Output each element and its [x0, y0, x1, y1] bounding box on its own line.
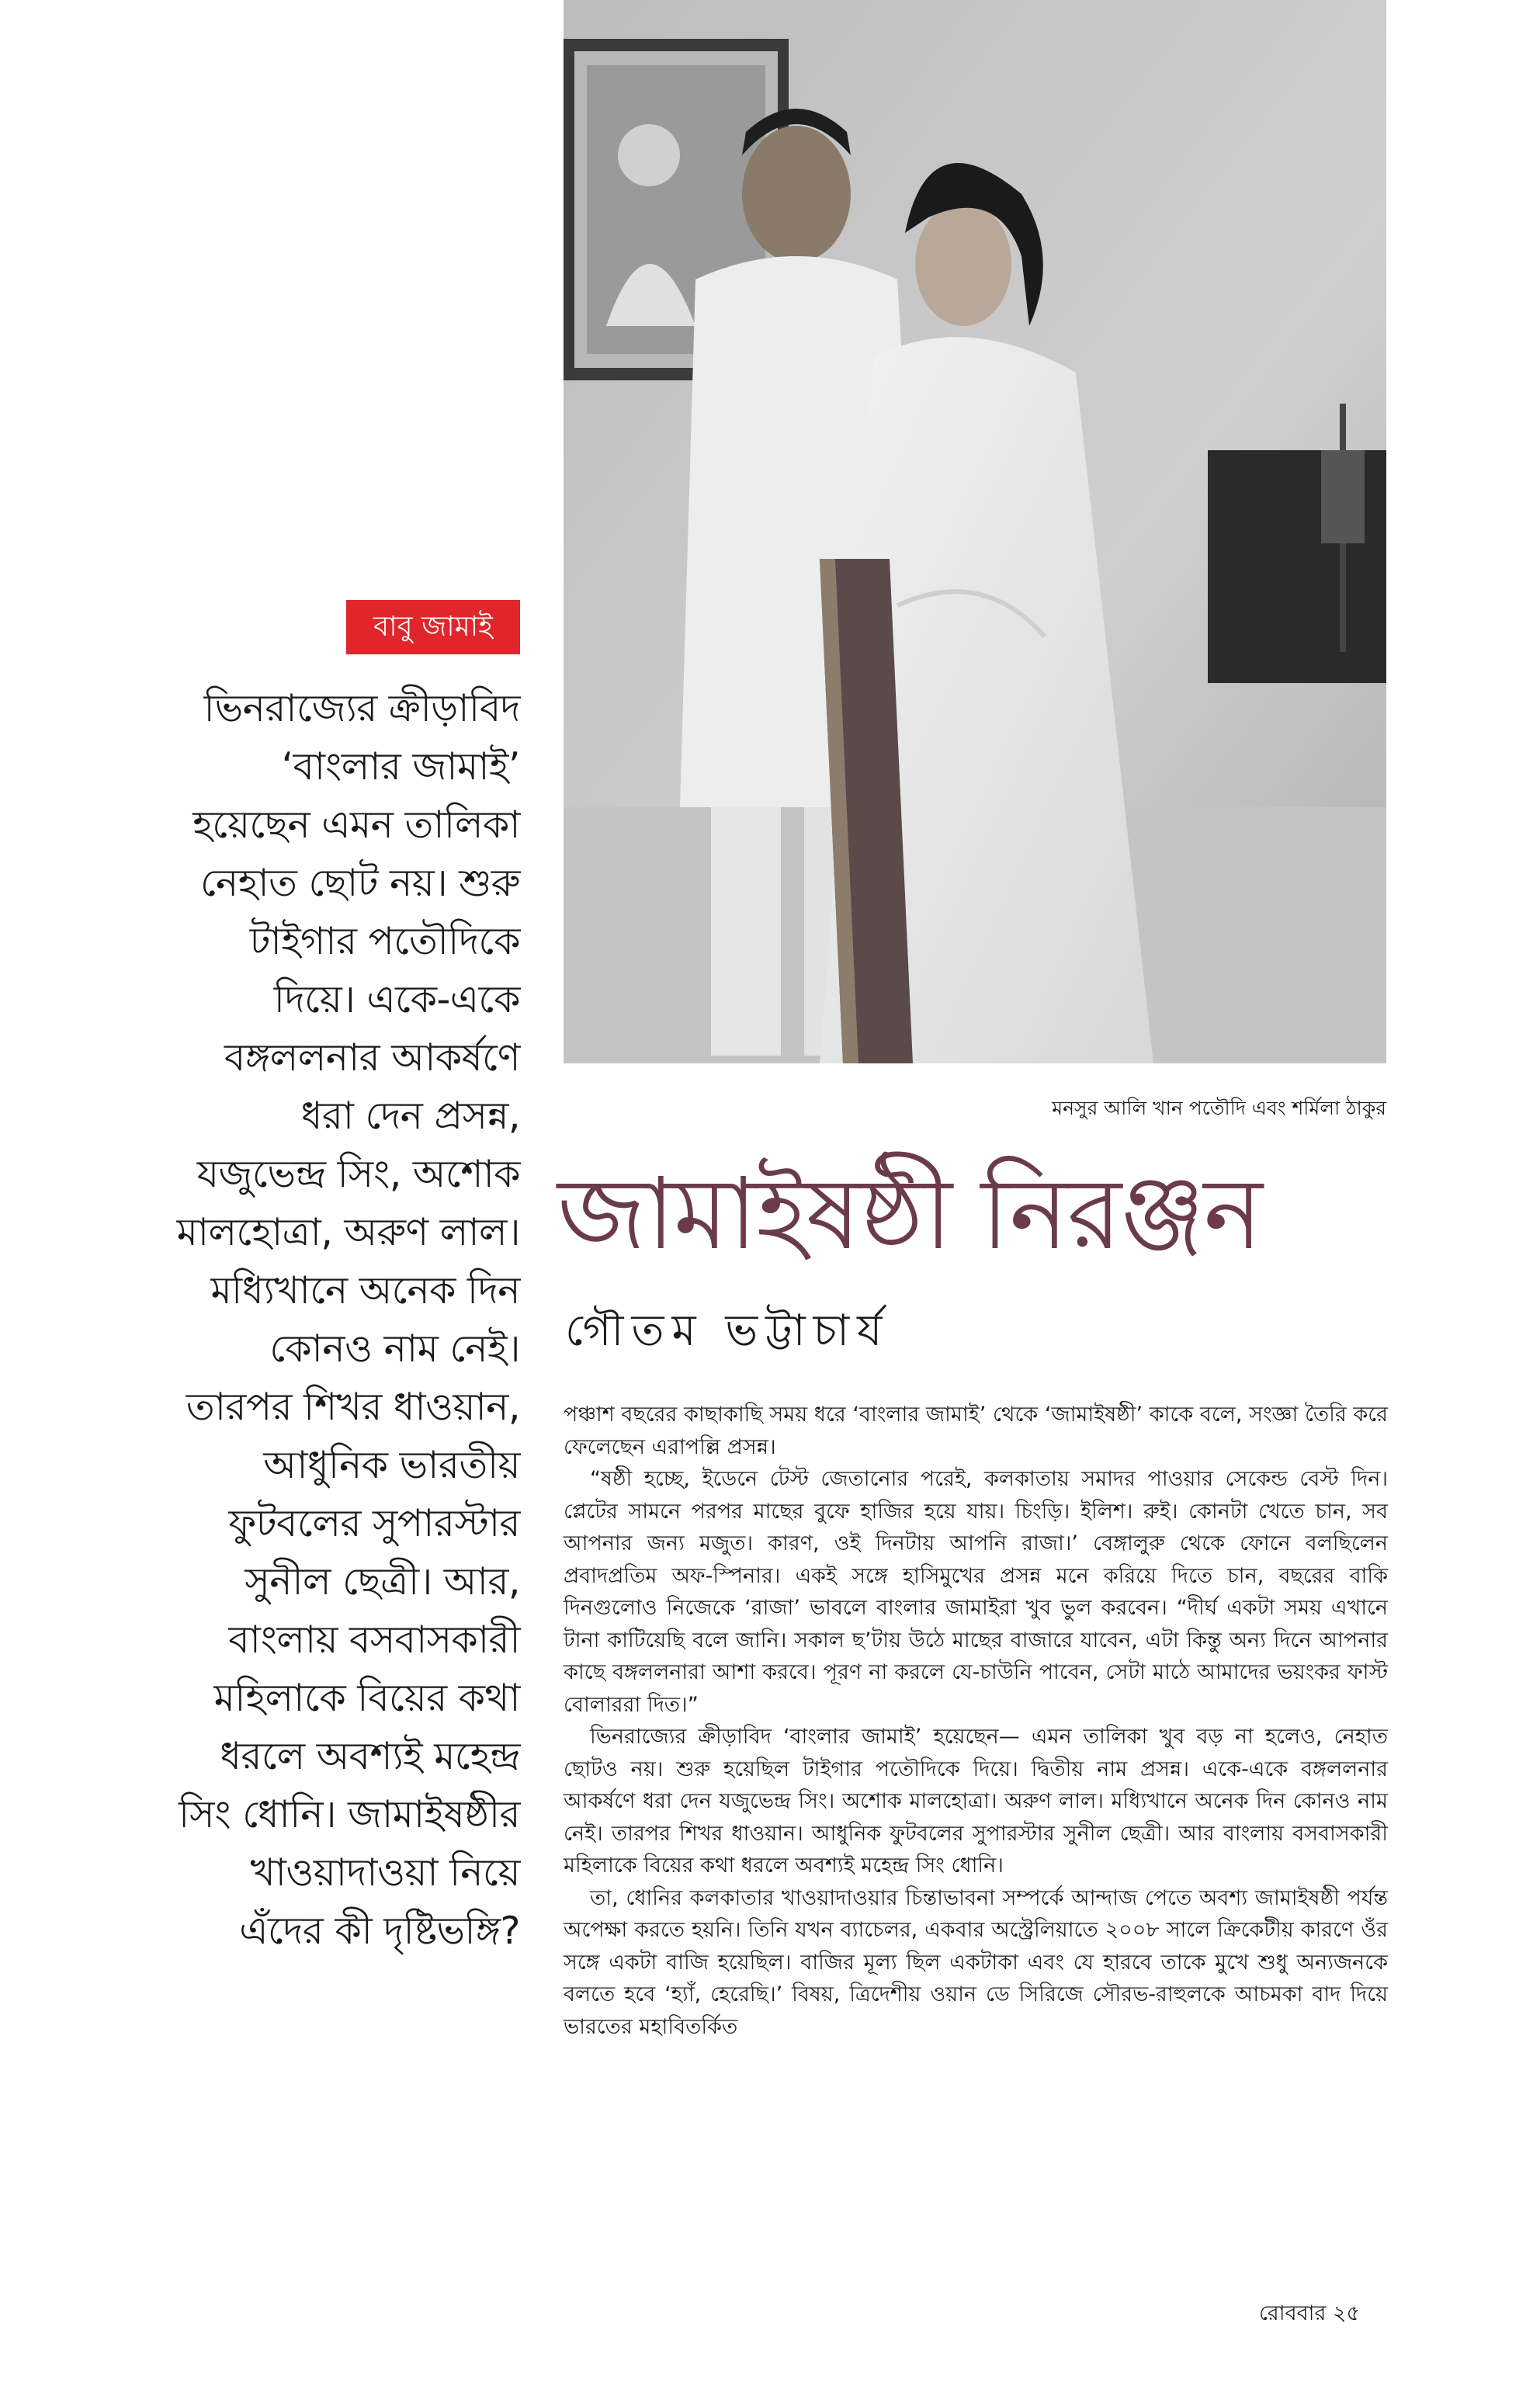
page-folio: রোববার ২৫	[1258, 2301, 1360, 2325]
standfirst-intro: ভিনরাজ্যের ক্রীড়াবিদ ‘বাংলার জামাই’ হয়েছেন এমন তালিকা নেহাত ছোট নয়। শুরু টাইগার পতৌদিকে দিয়ে। একে-একে বঙ্গললনার আকর্ষণে ধরা দেন প্রসন্ন, যজুভেন্দ্র সিং, অশোক মালহোত্রা, অরুণ লাল। মধ্যিখানে অনেক দিন কোনও নাম নেই। তারপর শিখর ধাওয়ান, আধুনিক ভারতীয় ফুটবলের সুপারস্টার সুনীল ছেত্রী। আর, বাংলায় বসবাসকারী মহিলাকে বিয়ের কথা ধরলে অবশ্যই মহেন্দ্র সিং ধোনি। জামাইষষ্ঠীর খাওয়াদাওয়া নিয়ে এঁদের কী দৃষ্টিভঙ্গি?	[176, 686, 520, 1953]
article-body	[564, 1399, 1388, 2043]
author-byline: গৌতম ভট্টাচার্য	[565, 1306, 890, 1356]
paragraph: ভিনরাজ্যের ক্রীড়াবিদ ‘বাংলার জামাই’ হয়েছেন— এমন তালিকা খুব বড় না হলেও, নেহাত ছোটও নয়। শুরু হয়েছিল টাইগার পতৌদিকে দিয়ে। দ্বিতীয় নাম প্রসন্ন। একে-একে বঙ্গললনার আকর্ষণে ধরা দেন যজুভেন্দ্র সিং। অশোক মালহোত্রা। অরুণ লাল। মধ্যিখানে অনেক দিন কোনও নাম নেই। তারপর শিখর ধাওয়ান। আধুনিক ফুটবলের সুপারস্টার সুনীল ছেত্রী। আর বাংলায় বসবাসকারী মহিলাকে বিয়ের কথা ধরলে অবশ্যই মহেন্দ্র সিং ধোনি।	[564, 1725, 1388, 1878]
section-label: বাবু জামাই	[346, 600, 520, 654]
paragraph: তা, ধোনির কলকাতার খাওয়াদাওয়ার চিন্তাভাবনা সম্পর্কে আন্দাজ পেতে অবশ্য জামাইষষ্ঠী পর্যন্ত অপেক্ষা করতে হয়নি। তিনি যখন ব্যাচেলর, একবার অস্ট্রেলিয়াতে ২০০৮ সালে ক্রিকেটীয় কারণে ওঁর সঙ্গে একটা বাজি হয়েছিল। বাজির মূল্য ছিল একটাকা এবং যে হারবে তাকে মুখে শুধু অন্যজনকে বলতে হবে ‘হ্যাঁ, হেরেছি।’ বিষয়, ত্রিদেশীয় ওয়ান ডে সিরিজে সৌরভ-রাহুলকে আচমকা বাদ দিয়ে ভারতের মহাবিতর্কিত	[564, 1885, 1388, 2039]
paragraph: পঞ্চাশ বছরের কাছাকাছি সময় ধরে ‘বাংলার জামাই’ থেকে ‘জামাইষষ্ঠী’ কাকে বলে, সংজ্ঞা তৈরি করে ফেলেছেন এরাপল্লি প্রসন্ন।	[564, 1403, 1388, 1459]
paragraph: “ষষ্ঠী হচ্ছে, ইডেনে টেস্ট জেতানোর পরেই, কলকাতায় সমাদর পাওয়ার সেকেন্ড বেস্ট দিন। প্লেটের সামনে পরপর মাছের বুফে হাজির হয়ে যায়। চিংড়ি। ইলিশ। রুই। কোনটা খেতে চান, সব আপনার জন্য মজুত। কারণ, ওই দিনটায় আপনি রাজা।’ বেঙ্গালুরু থেকে ফোনে বলছিলেন প্রবাদপ্রতিম অফ-স্পিনার। একই সঙ্গে হাসিমুখের প্রসন্ন মনে করিয়ে দিতে চান, বছরের বাকি দিনগুলোও নিজেকে ‘রাজা’ ভাবলে বাংলার জামাইরা খুব ভুল করবেন। “দীর্ঘ একটা সময় এখানে টানা কাটিয়েছি বলে জানি। সকাল ছ’টায় উঠে মাছের বাজারে যাবেন, এটা কিন্তু অন্য দিনে আপনার কাছে বঙ্গললনারা আশা করবে। পূরণ না করলে যে-চাউনি পাবেন, সেটা মাঠে আমাদের ভয়ংকর ফাস্ট বোলাররা দিত।”	[564, 1467, 1388, 1717]
photo-illustration	[564, 0, 1386, 1063]
article-headline: জামাইষষ্ঠী নিরঞ্জন	[557, 1157, 1261, 1272]
photo-caption: মনসুর আলি খান পতৌদি এবং শর্মিলা ঠাকুর	[1052, 1097, 1386, 1119]
couple-photo	[564, 0, 1386, 1063]
